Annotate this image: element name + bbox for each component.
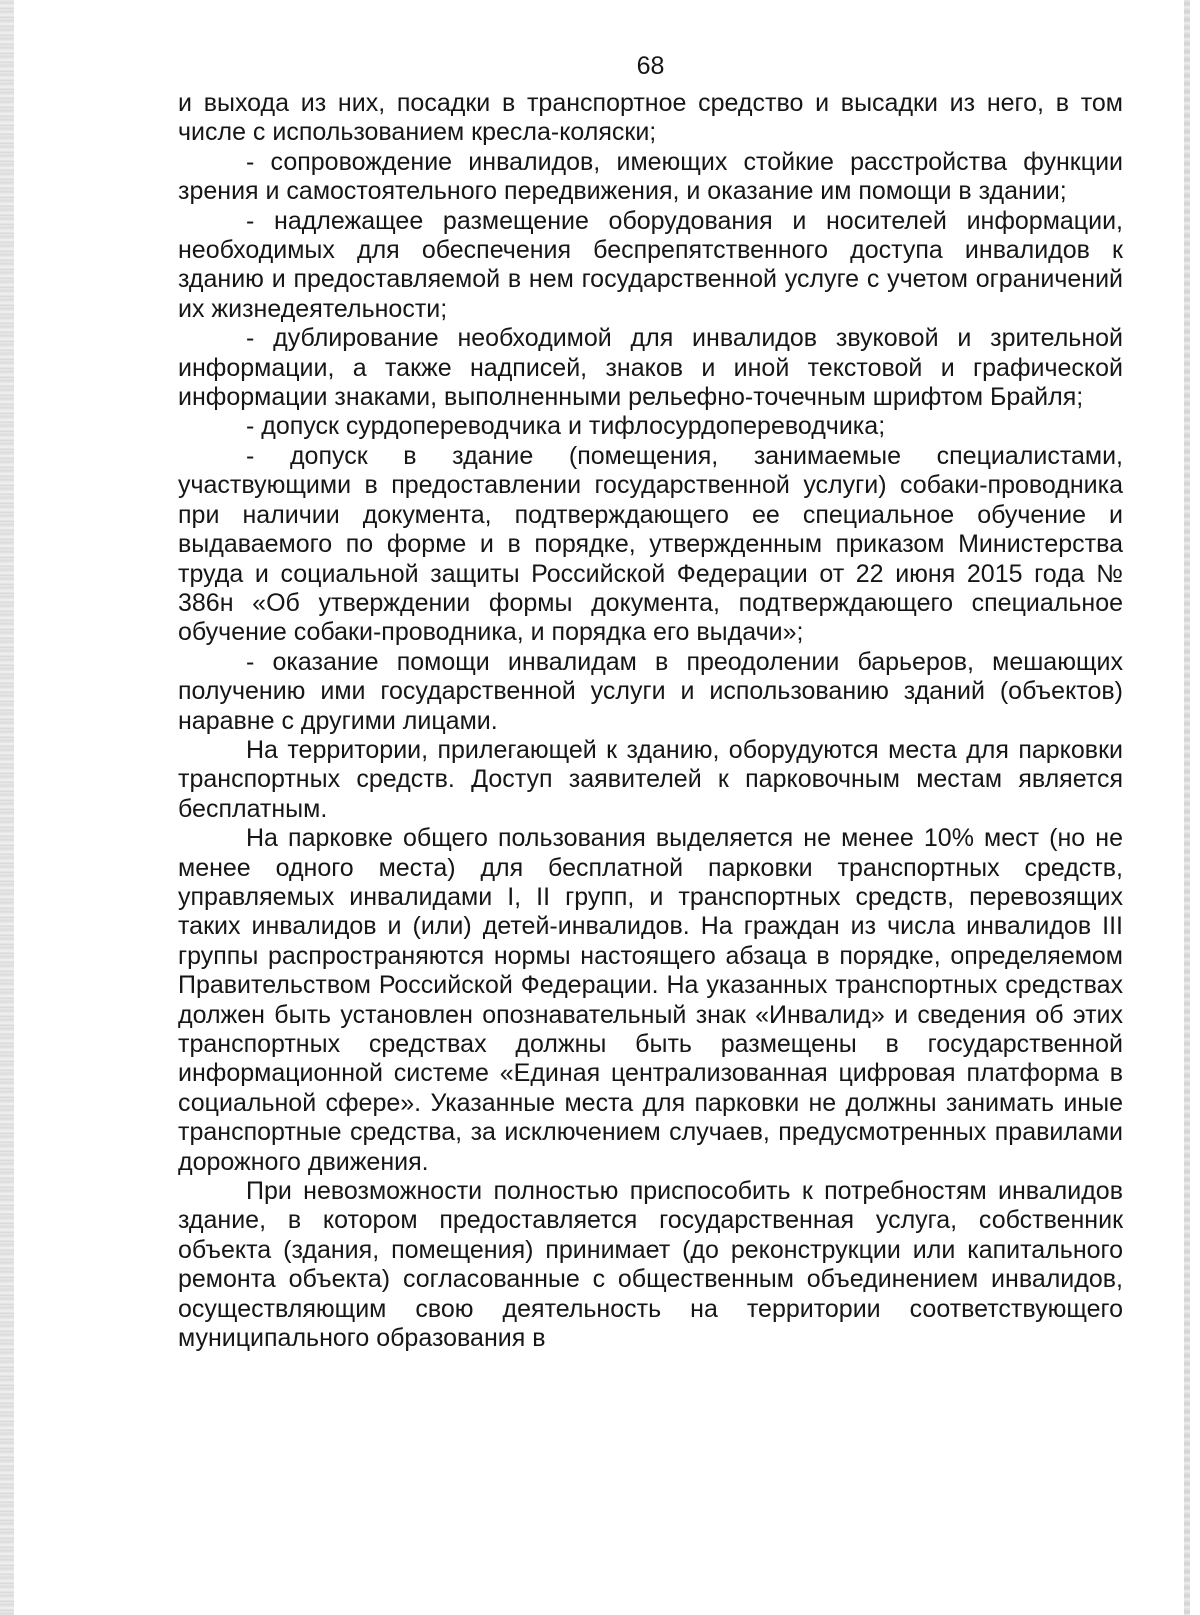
list-item-sign-interpreter: - допуск сурдопереводчика и тифлосурдопереводчика;: [246, 412, 886, 441]
list-item-escort: - сопровождение инвалидов, имеющих стойкие расстройства функции зрения и самостоятельного передвижения, и оказание им помощи в здании;: [178, 147, 1123, 206]
list-item-barrier-assistance: - оказание помощи инвалидам в преодолении барьеров, мешающих получению ими государственной услуги и использованию зданий (объектов) наравне с другими лицами.: [178, 647, 1123, 735]
scan-edge-right: [1184, 0, 1190, 1615]
page-number: 68: [636, 52, 665, 80]
list-item-braille-duplication: - дублирование необходимой для инвалидов звуковой и зрительной информации, а также надписей, знаков и иной текстовой и графической информации знаками, выполненными рельефно-точечным шрифтом Брайля;: [178, 324, 1123, 412]
paragraph-building-adaptation: При невозможности полностью приспособить к потребностям инвалидов здание, в котором предоставляется государственная услуга, собственник объекта (здания, помещения) принимает (до реконструкции или капитального ремонта объекта) согласованные с общественным объединением инвалидов, осуществляющим свою деятельность на территории соответствующего муниципального образования в: [178, 1177, 1123, 1353]
scan-edge-left: [0, 0, 14, 1615]
document-page: [178, 52, 1123, 1353]
list-item-guide-dog: - допуск в здание (помещения, занимаемые специалистами, участвующими в предоставлении государственной услуги) собаки-проводника при наличии документа, подтверждающего ее специальное обучение и выдаваемого по форме и в порядке, утвержденным приказом Министерства труда и социальной защиты Российской Федерации от 22 июня 2015 года № 386н «Об утверждении формы документа, подтверждающего специальное обучение собаки-проводника, и порядка его выдачи»;: [178, 441, 1123, 647]
paragraph-continuation: и выхода из них, посадки в транспортное средство и высадки из него, в том числе с использованием кресла-коляски;: [178, 89, 1123, 147]
list-item-equipment-placement: - надлежащее размещение оборудования и носителей информации, необходимых для обеспечения беспрепятственного доступа инвалидов к зданию и предоставляемой в нем государственной услуге с учетом ограничений их жизнедеятельности;: [178, 206, 1123, 323]
paragraph-parking-quota: На парковке общего пользования выделяется не менее 10% мест (но не менее одного места) для бесплатной парковки транспортных средств, управляемых инвалидами I, II групп, и транспортных средств, перевозящих таких инвалидов и (или) детей-инвалидов. На граждан из числа инвалидов III группы распространяются нормы настоящего абзаца в порядке, определяемом Правительством Российской Федерации. На указанных транспортных средствах должен быть установлен опознавательный знак «Инвалид» и сведения об этих транспортных средствах должны быть размещены в государственной информационной системе «Единая централизованная цифровая платформа в социальной сфере». Указанные места для парковки не должны занимать иные транспортные средства, за исключением случаев, предусмотренных правилами дорожного движения.: [178, 824, 1123, 1176]
paragraph-parking-territory: На территории, прилегающей к зданию, оборудуются места для парковки транспортных средств. Доступ заявителей к парковочным местам является бесплатным.: [178, 735, 1123, 823]
